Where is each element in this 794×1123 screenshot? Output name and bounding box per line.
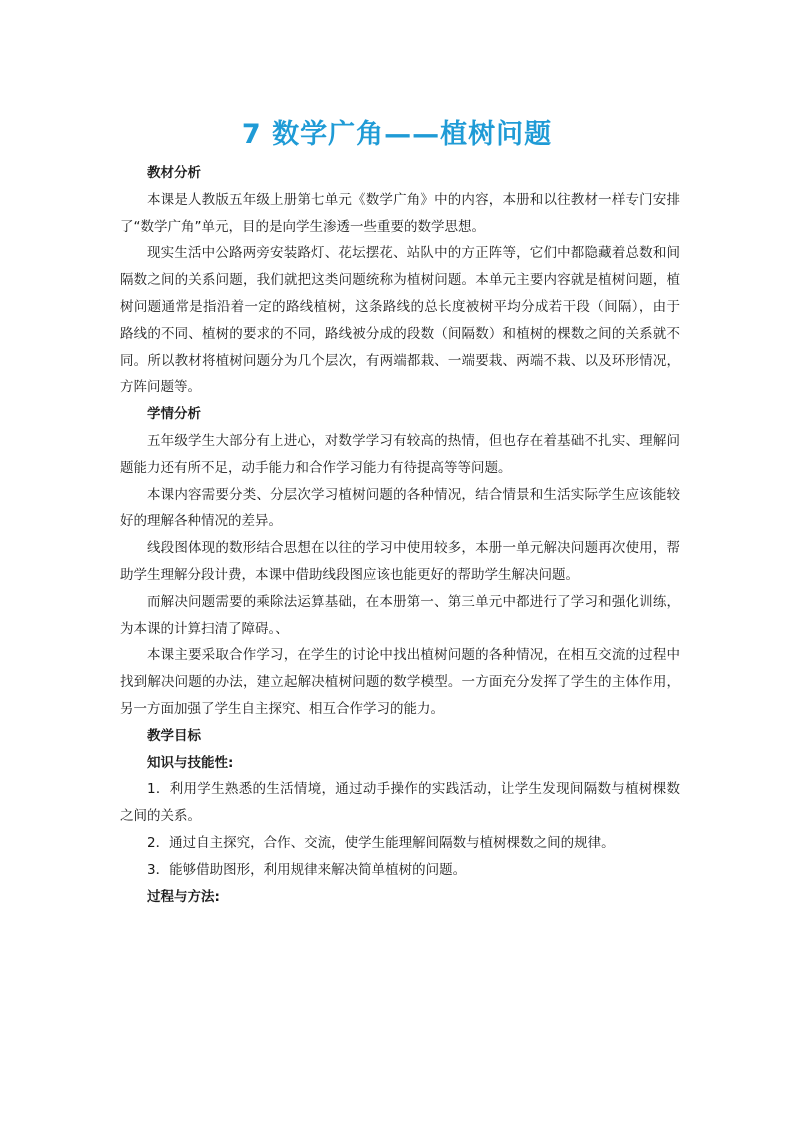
list-item: 2．通过自主探究，合作、交流，使学生能理解间隔数与植树棵数之间的规律。 bbox=[147, 834, 615, 851]
paragraph: 而解决问题需要的乘除法运算基础，在本册第一、第三单元中都进行了学习和强化训练，为本课的计算扫清了障碍。、 bbox=[120, 593, 680, 637]
section-heading-knowledge-skills: 知识与技能性: bbox=[147, 754, 234, 771]
paragraph: 本课主要采取合作学习，在学生的讨论中找出植树问题的各种情况，在相互交流的过程中找到解决问题的办法，建立起解决植树问题的数学模型。一方面充分发挥了学生的主体作用，另一方面加强了学生自主探究、相互合作学习的能力。 bbox=[120, 647, 680, 717]
list-item: 1．利用学生熟悉的生活情境，通过动手操作的实践活动，让学生发现间隔数与植树棵数之间的关系。 bbox=[120, 781, 680, 825]
list-item: 3．能够借助图形，利用规律来解决简单植树的问题。 bbox=[147, 861, 467, 878]
section-heading-textbook-analysis: 教材分析 bbox=[147, 165, 201, 181]
paragraph: 五年级学生大部分有上进心，对数学学习有较高的热情，但也存在着基础不扎实、理解问题能力还有所不足，动手能力和合作学习能力有待提高等等问题。 bbox=[120, 432, 680, 476]
section-heading-process-methods: 过程与方法: bbox=[147, 888, 220, 905]
paragraph: 现实生活中公路两旁安装路灯、花坛摆花、站队中的方正阵等，它们中都隐藏着总数和间隔数之间的关系问题，我们就把这类问题统称为植树问题。本单元主要内容就是植树问题，植树问题通常是指沿着一定的路线植树，这条路线的总长度被树平均分成若干段（间隔），由于路线的不同、植树的要求的不同，路线被分成的段数（间隔数）和植树的棵数之间的关系就不同。所以教材将植树问题分为几个层次，有两端都栽、一端要栽、两端不栽、以及环形情况，方阵问题等。 bbox=[120, 245, 680, 396]
paragraph: 本课是人教版五年级上册第七单元《数学广角》中的内容，本册和以往教材一样专门安排了“数学广角”单元，目的是向学生渗透一些重要的数学思想。 bbox=[120, 191, 680, 235]
section-heading-teaching-goals: 教学目标 bbox=[147, 727, 201, 744]
document-title: 7 数学广角——植树问题 bbox=[241, 119, 553, 150]
paragraph: 本课内容需要分类、分层次学习植树问题的各种情况，结合情景和生活实际学生应该能较好的理解各种情况的差异。 bbox=[120, 486, 680, 530]
section-heading-student-analysis: 学情分析 bbox=[147, 406, 201, 423]
document-body bbox=[120, 160, 680, 910]
paragraph: 线段图体现的数形结合思想在以往的学习中使用较多，本册一单元解决问题再次使用，帮助学生理解分段计费，本课中借助线段图应该也能更好的帮助学生解决问题。 bbox=[120, 540, 680, 583]
